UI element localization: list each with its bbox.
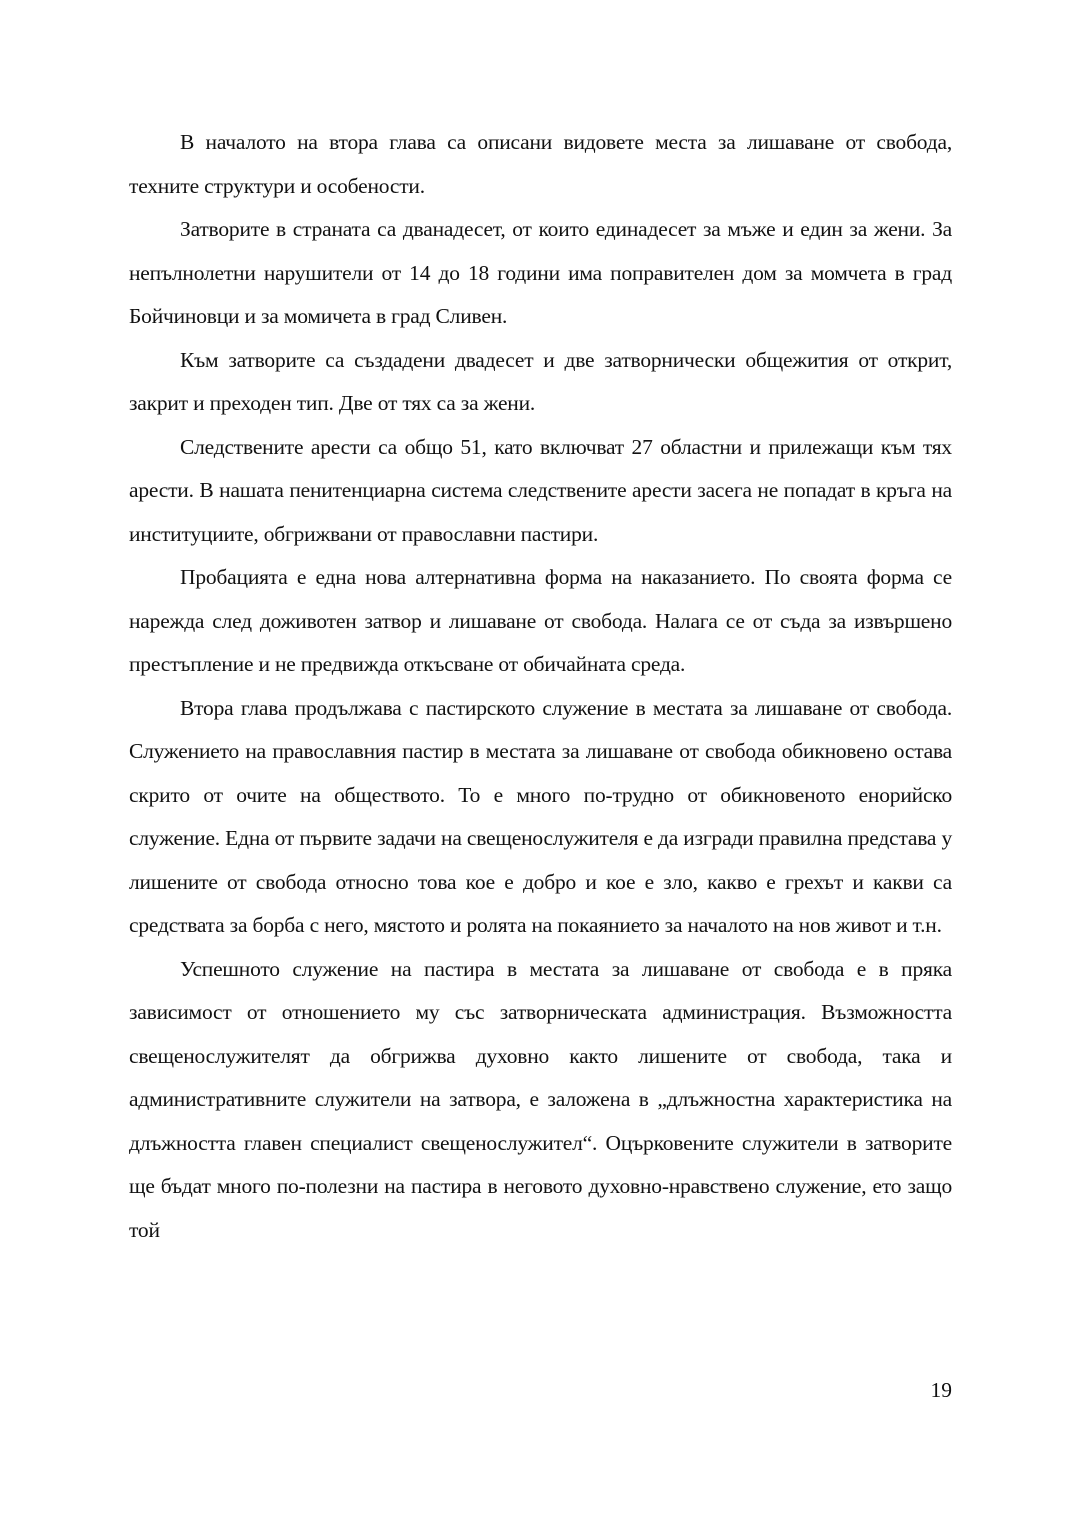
paragraph-dormitories: Към затворите са създадени двадесет и две затворнически общежития от открит, закрит и преходен тип. Две от тях са за жени. <box>129 347 952 415</box>
paragraph-probation: Пробацията е една нова алтернативна форма на наказанието. По своята форма се нарежда след доживотен затвор и лишаване от свобода. Налага се от съда за извършено престъпление и не предвижда откъсване от обичайната среда. <box>129 565 952 676</box>
paragraph-prisons-count: Затворите в страната са дванадесет, от които единадесет за мъже и един за жени. За непълнолетни нарушители от 14 до 18 години има поправителен дом за момчета в град Бойчиновци и за момичета в град Сливен. <box>129 217 952 328</box>
paragraph-administration-relations: Успешното служение на пастира в местата за лишаване от свобода е в пряка зависимост от отношението му със затворническата администрация. Възможността свещенослужителят да обгрижва духовно както лишените от свобода, така и административните служители на затвора, е заложена в „длъжностна характеристика на длъжността главен специалист свещенослужител“. Оцърковените служители в затворите ще бъдат много по-полезни на пастира в неговото духовно-нравствено служение, ето защо той <box>129 956 952 1242</box>
document-body <box>129 121 952 1252</box>
paragraph-detention-centers: Следствените арести са общо 51, като включват 27 областни и прилежащи към тях арести. В нашата пенитенциарна система следствените арести засега не попадат в кръга на институциите, обгрижвани от православни пастири. <box>129 434 952 546</box>
page-number: 19 <box>930 1378 952 1402</box>
paragraph-pastoral-ministry: Втора глава продължава с пастирското служение в местата за лишаване от свобода. Служението на православния пастир в местата за лишаване от свобода обикновено остава скрито от очите на обществото. То е много по-трудно от обикновеното енорийско служение. Една от първите задачи на свещенослужителя е да изгради правилна представа у лишените от свобода относно това кое е добро и кое е зло, какво е грехът и какви са средствата за борба с него, мястото и ролята на покаянието за началото на нов живот и т.н. <box>129 695 952 937</box>
paragraph-prison-types-intro: В началото на втора глава са описани видовете места за лишаване от свобода, техните структури и особености. <box>129 130 952 198</box>
